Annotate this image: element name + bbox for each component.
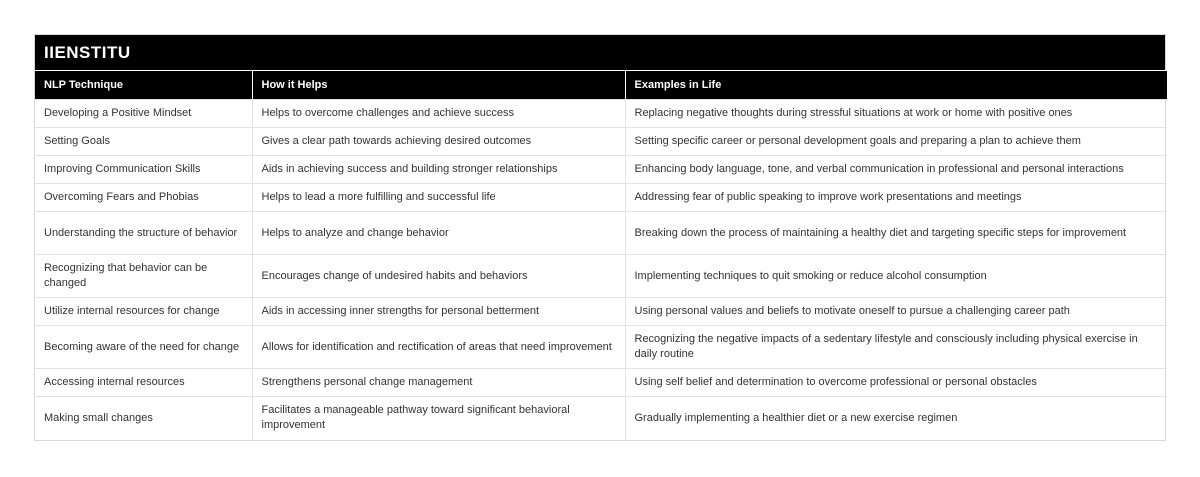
- table-row: [35, 397, 1167, 440]
- technique-cell: Becoming aware of the need for change: [35, 326, 252, 369]
- technique-cell: Accessing internal resources: [35, 369, 252, 397]
- table-row: [35, 212, 1167, 255]
- how-it-helps-cell: Facilitates a manageable pathway toward significant behavioral improvement: [252, 397, 625, 440]
- technique-cell: Recognizing that behavior can be changed: [35, 255, 252, 298]
- technique-cell: Understanding the structure of behavior: [35, 212, 252, 255]
- how-it-helps-cell: Helps to lead a more fulfilling and successful life: [252, 184, 625, 212]
- technique-cell: Making small changes: [35, 397, 252, 440]
- column-header-how-it-helps: How it Helps: [252, 71, 625, 100]
- technique-cell: Setting Goals: [35, 128, 252, 156]
- how-it-helps-cell: Strengthens personal change management: [252, 369, 625, 397]
- how-it-helps-cell: Encourages change of undesired habits and behaviors: [252, 255, 625, 298]
- how-it-helps-cell: Helps to overcome challenges and achieve success: [252, 100, 625, 128]
- example-cell: Addressing fear of public speaking to improve work presentations and meetings: [625, 184, 1167, 212]
- example-cell: Setting specific career or personal development goals and preparing a plan to achieve them: [625, 128, 1167, 156]
- how-it-helps-cell: Aids in achieving success and building stronger relationships: [252, 156, 625, 184]
- table-row: [35, 255, 1167, 298]
- example-cell: Enhancing body language, tone, and verbal communication in professional and personal interactions: [625, 156, 1167, 184]
- example-cell: Gradually implementing a healthier diet or a new exercise regimen: [625, 397, 1167, 440]
- how-it-helps-cell: Allows for identification and rectification of areas that need improvement: [252, 326, 625, 369]
- table-row: [35, 128, 1167, 156]
- table-row: [35, 369, 1167, 397]
- table-header-row: [35, 71, 1167, 100]
- table-row: [35, 184, 1167, 212]
- technique-cell: Overcoming Fears and Phobias: [35, 184, 252, 212]
- example-cell: Using self belief and determination to overcome professional or personal obstacles: [625, 369, 1167, 397]
- technique-cell: Utilize internal resources for change: [35, 298, 252, 326]
- technique-cell: Developing a Positive Mindset: [35, 100, 252, 128]
- how-it-helps-cell: Helps to analyze and change behavior: [252, 212, 625, 255]
- table-row: [35, 156, 1167, 184]
- table-row: [35, 326, 1167, 369]
- how-it-helps-cell: Gives a clear path towards achieving desired outcomes: [252, 128, 625, 156]
- example-cell: Replacing negative thoughts during stressful situations at work or home with positive ones: [625, 100, 1167, 128]
- technique-cell: Improving Communication Skills: [35, 156, 252, 184]
- example-cell: Recognizing the negative impacts of a sedentary lifestyle and consciously including physical exercise in daily routine: [625, 326, 1167, 369]
- brand-title: IIENSTITU: [35, 35, 1165, 70]
- table-row: [35, 100, 1167, 128]
- example-cell: Breaking down the process of maintaining a healthy diet and targeting specific steps for improvement: [625, 212, 1167, 255]
- table-row: [35, 298, 1167, 326]
- column-header-examples: Examples in Life: [625, 71, 1167, 100]
- column-header-technique: NLP Technique: [35, 71, 252, 100]
- example-cell: Implementing techniques to quit smoking or reduce alcohol consumption: [625, 255, 1167, 298]
- example-cell: Using personal values and beliefs to motivate oneself to pursue a challenging career path: [625, 298, 1167, 326]
- nlp-techniques-table-container: [34, 34, 1166, 441]
- how-it-helps-cell: Aids in accessing inner strengths for personal betterment: [252, 298, 625, 326]
- nlp-techniques-table: [35, 70, 1167, 440]
